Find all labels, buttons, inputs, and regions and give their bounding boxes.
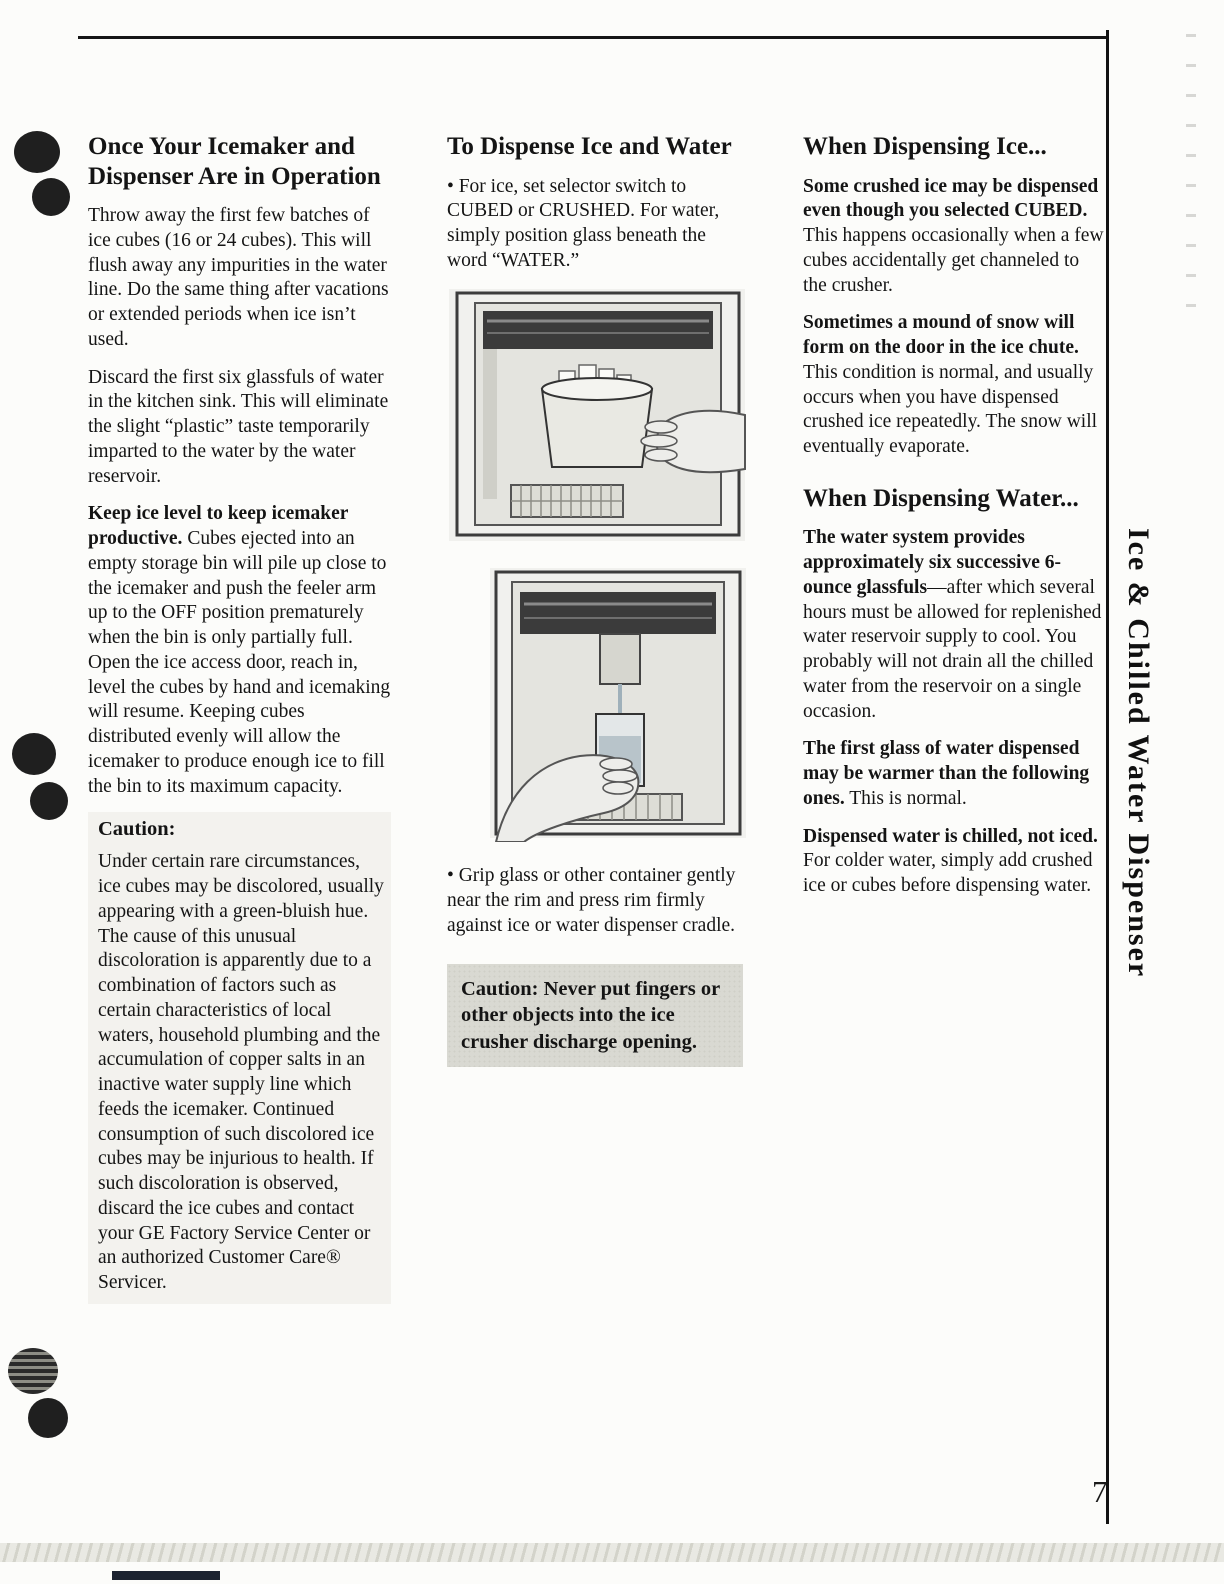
page-number: 7	[1092, 1474, 1108, 1509]
paragraph-text: This is normal.	[844, 787, 967, 809]
section-heading-dispense: To Dispense Ice and Water	[447, 133, 732, 160]
binder-mark	[32, 178, 70, 216]
column-operation	[88, 132, 391, 1304]
binder-mark	[30, 782, 68, 820]
paragraph-lead: The water system provides approximately six successive 6-ounce glassfuls	[803, 527, 1061, 598]
top-rule	[78, 36, 1106, 39]
scan-artifact-marks	[1186, 34, 1196, 324]
paragraph-lead: Dispensed water is chilled, not iced.	[803, 825, 1098, 847]
column-dispensing-notes	[803, 132, 1106, 912]
scan-artifact-band	[0, 1543, 1224, 1562]
paragraph-text: This happens occasionally when a few cubes accidentally get channeled to the crusher.	[803, 225, 1104, 296]
sidebar-divider-rule	[1106, 30, 1109, 1524]
figure-ice-dispensing	[447, 287, 750, 553]
binder-mark	[14, 131, 60, 173]
sidebar-tab-title: Ice & Chilled Water Dispenser	[1122, 528, 1155, 979]
paragraph: Throw away the first few batches of ice cubes (16 or 24 cubes). This will flush away any impurities in the water line. Do the same thing after vacations or extended periods when ice isn’t used.	[88, 205, 389, 350]
paragraph	[88, 502, 391, 799]
scan-artifact-mark	[112, 1571, 220, 1580]
paragraph-lead: Keep ice level to keep icemaker productive.	[88, 503, 349, 549]
paragraph-lead: The first glass of water dispensed may be warmer than the following ones.	[803, 738, 1090, 809]
section-heading-dispensing-ice: When Dispensing Ice...	[803, 133, 1047, 160]
paragraph	[803, 825, 1106, 899]
paragraph-lead: Some crushed ice may be dispensed even though you selected CUBED.	[803, 175, 1099, 222]
paragraph	[803, 737, 1106, 811]
paragraph-text: For colder water, simply add crushed ice or cubes before dispensing water.	[803, 850, 1093, 896]
paragraph-text: This condition is normal, and usually occurs when you have dispensed crushed ice repeatedly. The snow will eventually evaporate.	[803, 361, 1098, 457]
paragraph: • Grip glass or other container gently near the rim and press rim firmly against ice or water dispenser cradle.	[447, 865, 736, 936]
paragraph	[803, 175, 1106, 299]
section-heading-dispensing-water: When Dispensing Water...	[803, 484, 1079, 512]
caution-heading: Caution:	[98, 818, 176, 841]
ice-dispensing-illustration	[447, 287, 747, 545]
paragraph-lead: Sometimes a mound of snow will form on the door in the ice chute.	[803, 312, 1079, 358]
binder-mark	[8, 1348, 58, 1394]
paragraph	[803, 311, 1106, 460]
figure-water-dispensing	[488, 566, 750, 850]
water-dispensing-illustration	[488, 566, 748, 842]
paragraph: • For ice, set selector switch to CUBED or CRUSHED. For water, simply position glass beneath the word “WATER.”	[447, 175, 720, 271]
caution-box: Caution: Never put fingers or other objects into the ice crusher discharge opening.	[447, 964, 743, 1067]
section-heading-operation: Once Your Icemaker and Dispenser Are in Operation	[88, 133, 381, 190]
binder-mark	[28, 1398, 68, 1438]
caution-body: Under certain rare circumstances, ice cubes may be discolored, usually appearing with a green-bluish hue. The cause of this unusual discoloration is apparently due to a combination of factors such as certain characteristics of local waters, household plumbing and the accumulation of copper salts in an inactive water supply line which feeds the icemaker. Continued consumption of such discolored ice cubes may be injurious to health. If such discoloration is observed, discard the ice cubes and contact your GE Factory Service Center or an authorized Customer Care® Servicer.	[98, 851, 384, 1294]
paragraph: Discard the first six glassfuls of water in the kitchen sink. This will eliminate the slight “plastic” taste temporarily imparted to the water by the water reservoir.	[88, 366, 389, 487]
paragraph-text: Cubes ejected into an empty storage bin will pile up close to the icemaker and push the feeler arm up to the OFF position prematurely when the bin is only partially full. Open the ice access door, reach in, level the cubes by hand and icemaking will resume. Keeping cubes distributed evenly will allow the icemaker to produce enough ice to fill the bin to its maximum capacity.	[88, 528, 391, 797]
column-dispense	[447, 132, 750, 1067]
paragraph	[803, 526, 1106, 724]
paragraph-text: —after which several hours must be allowed for replenished water reservoir supply to cool. You probably will not drain all the chilled water from the reservoir on a single occasion.	[803, 576, 1102, 722]
binder-mark	[12, 733, 56, 775]
caution-section	[88, 812, 391, 1304]
